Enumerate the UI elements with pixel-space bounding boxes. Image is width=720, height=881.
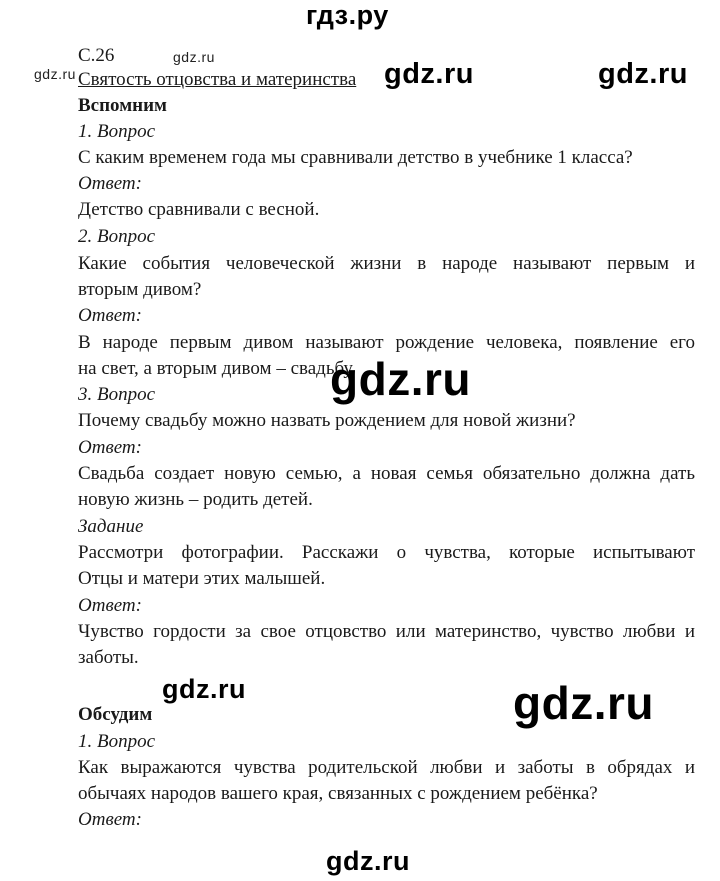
answer-text: заботы. bbox=[78, 647, 139, 668]
answer-text: на свет, а вторым дивом – свадьбу. bbox=[78, 358, 356, 379]
answer-text: Детство сравнивали с весной. bbox=[78, 199, 320, 220]
page-title: Святость отцовства и материнства bbox=[78, 69, 357, 90]
watermark: gdz.ru bbox=[384, 58, 474, 90]
section-heading-remember: Вспомним bbox=[78, 95, 167, 116]
question-text: С каким временем года мы сравнивали детство в учебнике 1 класса? bbox=[78, 147, 633, 168]
watermark: gdz.ru bbox=[162, 674, 246, 704]
section-heading-discuss: Обсудим bbox=[78, 704, 153, 725]
question-text: Какие события человеческой жизни в народе называют первым и bbox=[78, 253, 695, 274]
question-label: 2. Вопрос bbox=[78, 226, 156, 247]
watermark-small: gdz.ru bbox=[34, 66, 76, 82]
question-text: вторым дивом? bbox=[78, 279, 202, 300]
task-text: Рассмотри фотографии. Расскажи о чувства, которые испытывают bbox=[78, 542, 695, 563]
watermark-footer: gdz.ru bbox=[326, 846, 410, 876]
watermark-large: gdz.ru bbox=[330, 353, 471, 405]
answer-text: В народе первым дивом называют рождение человека, появление его bbox=[78, 332, 695, 353]
answer-label: Ответ: bbox=[78, 595, 142, 616]
page-reference: С.26 bbox=[78, 45, 115, 66]
answer-label: Ответ: bbox=[78, 173, 142, 194]
answer-label: Ответ: bbox=[78, 809, 142, 830]
site-header: гдз.ру bbox=[306, 0, 389, 30]
answer-text: Свадьба создает новую семью, а новая семья обязательно должна дать bbox=[78, 463, 695, 484]
question-label: 1. Вопрос bbox=[78, 731, 156, 752]
watermark: gdz.ru bbox=[598, 58, 688, 90]
task-label: Задание bbox=[78, 516, 144, 537]
watermark-small: gdz.ru bbox=[173, 49, 215, 65]
answer-label: Ответ: bbox=[78, 305, 142, 326]
question-label: 3. Вопрос bbox=[78, 384, 156, 405]
question-text: Почему свадьбу можно назвать рождением для новой жизни? bbox=[78, 410, 576, 431]
watermark-large: gdz.ru bbox=[513, 677, 654, 729]
answer-label: Ответ: bbox=[78, 437, 142, 458]
question-label: 1. Вопрос bbox=[78, 121, 156, 142]
question-text: Как выражаются чувства родительской любви и заботы в обрядах и bbox=[78, 757, 695, 778]
answer-text: Чувство гордости за свое отцовство или материнство, чувство любви и bbox=[78, 621, 695, 642]
answer-text: новую жизнь – родить детей. bbox=[78, 489, 313, 510]
question-text: обычаях народов вашего края, связанных с рождением ребёнка? bbox=[78, 783, 598, 804]
task-text: Отцы и матери этих малышей. bbox=[78, 568, 326, 589]
